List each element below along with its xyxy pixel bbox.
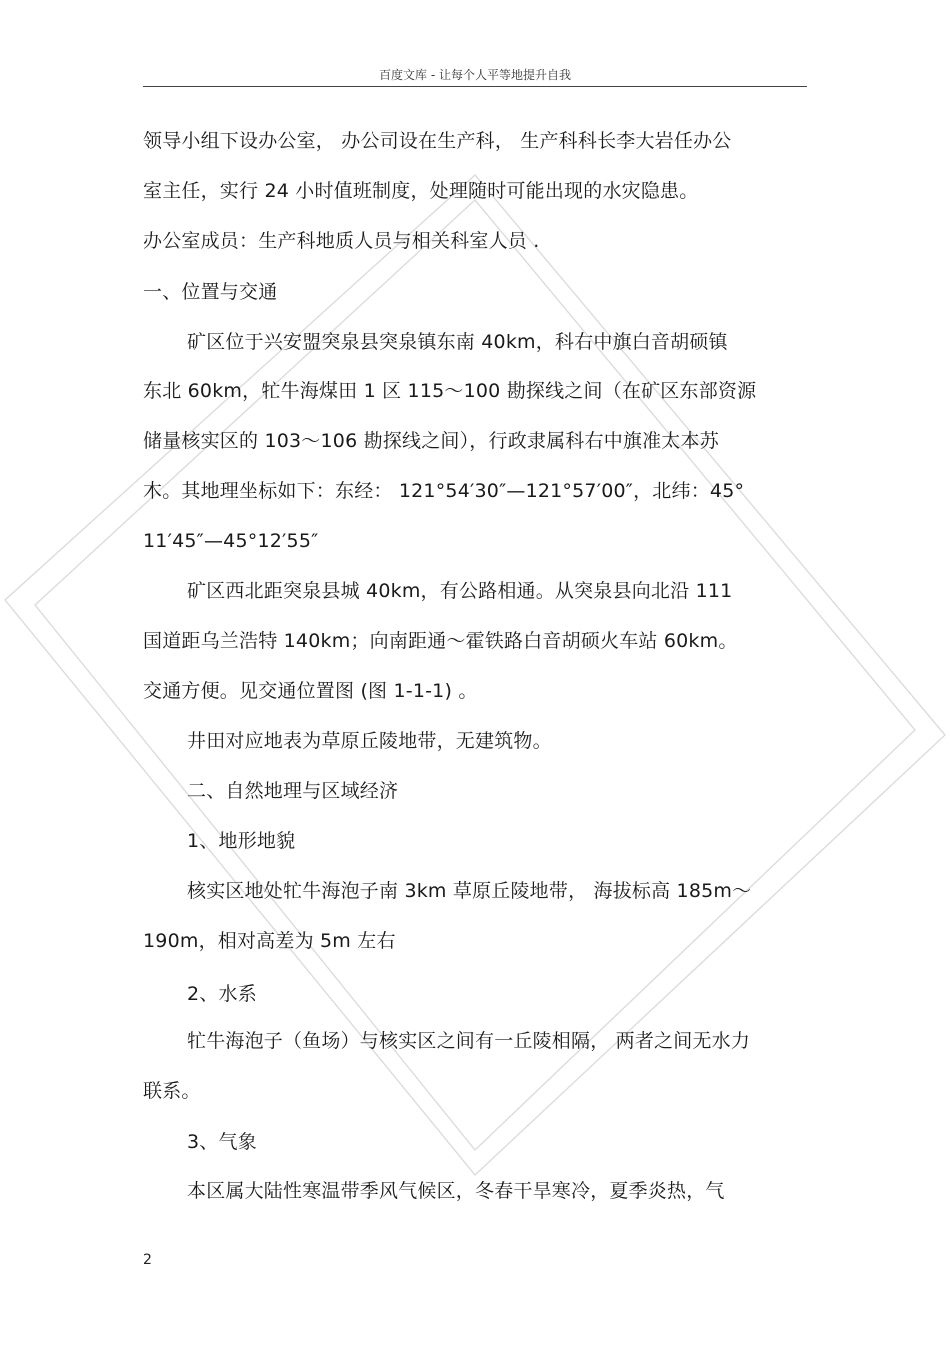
subsection-heading: 1、地形地貌 (187, 830, 296, 852)
subsection-heading: 3、气象 (187, 1131, 257, 1153)
text-line: 矿区西北距突泉县城 40km，有公路相通。从突泉县向北沿 111 (187, 580, 733, 602)
header-divider (143, 86, 807, 87)
text-line: 国道距乌兰浩特 140km；向南距通～霍铁路白音胡硕火车站 60km。 (143, 630, 738, 652)
section-heading: 二、自然地理与区域经济 (187, 780, 399, 802)
text-line: 本区属大陆性寒温带季风气候区，冬春干旱寒冷，夏季炎热，气 (187, 1180, 725, 1202)
text-line: 核实区地处牤牛海泡子南 3km 草原丘陵地带， 海拔标高 185m～ (187, 880, 752, 902)
text-line: 交通方便。见交通位置图 (图 1-1-1) 。 (143, 680, 478, 702)
watermark-diamond-outer (5, 175, 945, 1175)
text-line: 室主任，实行 24 小时值班制度，处理随时可能出现的水灾隐患。 (143, 180, 699, 202)
text-line: 190m，相对高差为 5m 左右 (143, 930, 396, 952)
text-line: 木。其地理坐标如下：东经： 121°54′30″—121°57′00″，北纬：45° (143, 480, 745, 502)
text-line: 东北 60km，牤牛海煤田 1 区 115～100 勘探线之间（在矿区东部资源 (143, 380, 757, 402)
text-line: 办公室成员：生产科地质人员与相关科室人员 . (143, 230, 540, 252)
text-line: 井田对应地表为草原丘陵地带，无建筑物。 (187, 730, 552, 752)
section-heading: 一、位置与交通 (143, 281, 278, 303)
text-line: 牤牛海泡子（鱼场）与核实区之间有一丘陵相隔， 两者之间无水力 (187, 1030, 751, 1052)
text-line: 11′45″—45°12′55″ (143, 530, 319, 552)
page-header: 百度文库 - 让每个人平等地提升自我 (379, 68, 571, 82)
text-line: 储量核实区的 103～106 勘探线之间），行政隶属科右中旗准太本苏 (143, 430, 719, 452)
text-line: 领导小组下设办公室， 办公司设在生产科， 生产科科长李大岩任办公 (143, 130, 732, 152)
text-line: 矿区位于兴安盟突泉县突泉镇东南 40km，科右中旗白音胡硕镇 (187, 331, 728, 353)
subsection-heading: 2、水系 (187, 983, 257, 1005)
page-number: 2 (143, 1252, 152, 1268)
text-line: 联系。 (143, 1080, 201, 1102)
